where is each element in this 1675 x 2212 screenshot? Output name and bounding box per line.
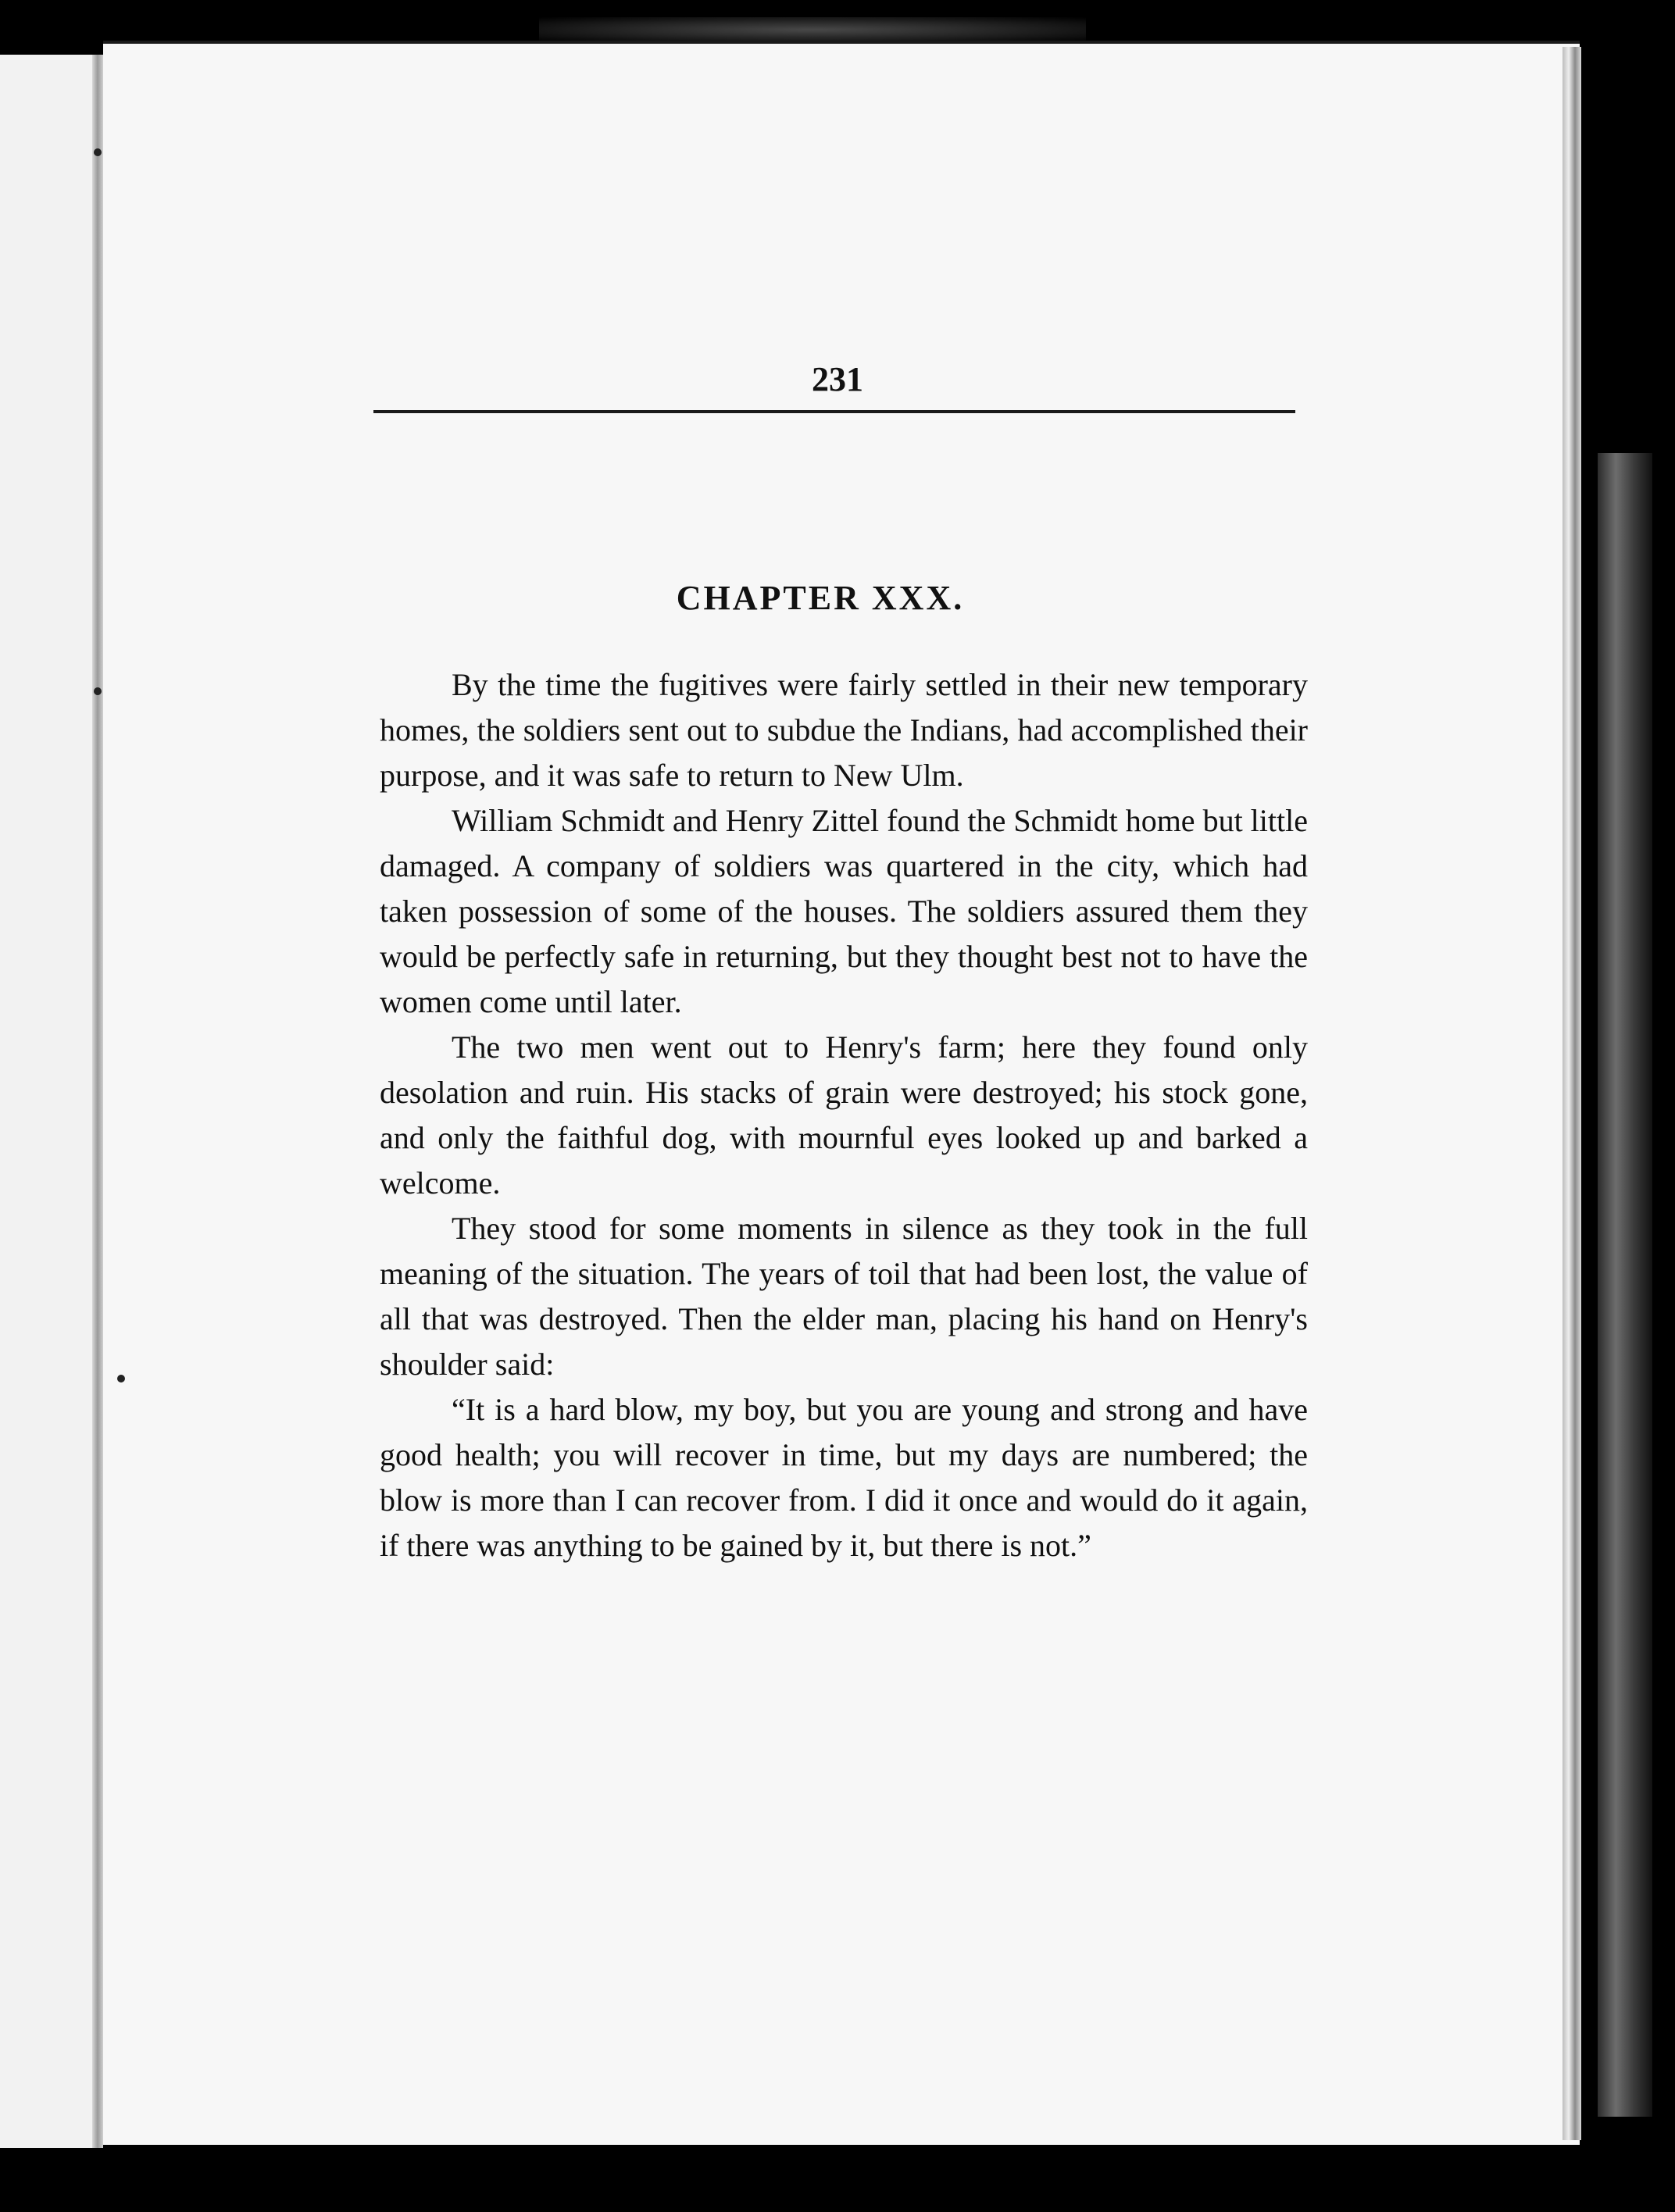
scan-speck [94, 148, 102, 156]
scan-speck [117, 1375, 125, 1382]
scan-top-shadow [539, 17, 1086, 42]
chapter-title: CHAPTER XXX. [676, 579, 965, 617]
page-stack-shadow [1598, 453, 1652, 2117]
page-number: 231 [812, 360, 863, 398]
header-rule [373, 410, 1295, 413]
paragraph: The two men went out to Henry's farm; here they found only desolation and ruin. His stacks of grain were destroyed; his stock gone, and only the faithful dog, with mournful eyes looked up and barked a welcome. [380, 1029, 1308, 1201]
body-text [380, 662, 1308, 1568]
right-page-edge [1562, 47, 1581, 2140]
paragraph: “It is a hard blow, my boy, but you are young and strong and have good health; you will recover in time, but my days are numbered; the blow is more than I can recover from. I did it once and would do it again, if there was anything to be gained by it, but there is not.” [380, 1392, 1308, 1563]
paragraph: By the time the fugitives were fairly settled in their new temporary homes, the soldiers sent out to subdue the Indians, had accomplished their purpose, and it was safe to return to New Ulm. [380, 667, 1308, 793]
left-page-edge [0, 55, 98, 2148]
paragraph: They stood for some moments in silence as they took in the full meaning of the situation. The years of toil that had been lost, the value of all that was destroyed. Then the elder man, placing his hand on Henry's shoulder said: [380, 1211, 1308, 1382]
paragraph: William Schmidt and Henry Zittel found the Schmidt home but little damaged. A company of soldiers was quartered in the city, which had taken possession of some of the houses. The soldiers assured them they would be perfectly safe in returning, but they thought best not to have the women come until later. [380, 803, 1308, 1019]
book-gutter [92, 55, 103, 2148]
scan-speck [94, 687, 102, 695]
